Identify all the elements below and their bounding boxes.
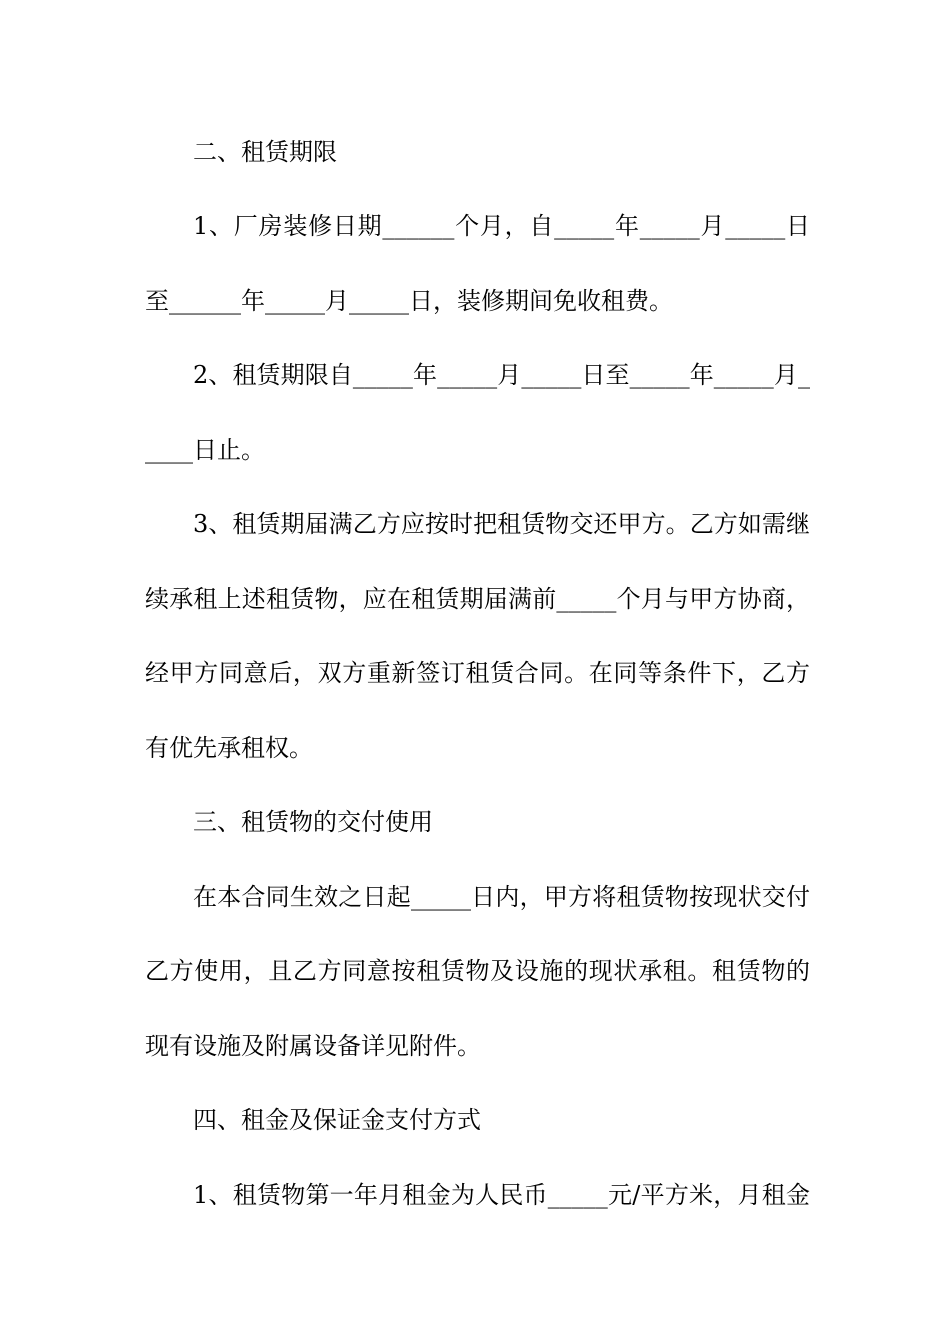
delivery-paragraph-line-3: 现有设施及附属设备详见附件。 (145, 1032, 481, 1060)
clause-1-line-1: 1、厂房装修日期______个月，自_____年_____月_____日 (193, 212, 810, 240)
clause-3-line-4: 有优先承租权。 (145, 734, 313, 762)
delivery-paragraph-line-1: 在本合同生效之日起_____日内，甲方将租赁物按现状交付 (193, 883, 810, 911)
clause-3-line-3: 经甲方同意后，双方重新签订租赁合同。在同等条件下，乙方 (145, 659, 810, 687)
clause-3-line-2: 续承租上述租赁物，应在租赁期届满前_____个月与甲方协商， (145, 585, 810, 613)
clause-2-line-1: 2、租赁期限自_____年_____月_____日至_____年_____月_ (193, 361, 810, 389)
section-heading-lease-term: 二、租赁期限 (193, 138, 337, 166)
clause-1-line-2: 至______年_____月_____日，装修期间免收租费。 (145, 287, 673, 315)
section-heading-rent-deposit: 四、租金及保证金支付方式 (193, 1106, 481, 1134)
rent-clause-1-line-1: 1、租赁物第一年月租金为人民币_____元/平方米，月租金 (193, 1181, 810, 1209)
clause-3-line-1: 3、租赁期届满乙方应按时把租赁物交还甲方。乙方如需继 (193, 510, 810, 538)
section-heading-delivery: 三、租赁物的交付使用 (193, 808, 433, 836)
delivery-paragraph-line-2: 乙方使用，且乙方同意按租赁物及设施的现状承租。租赁物的 (145, 957, 810, 985)
clause-2-line-2: ____日止。 (145, 436, 265, 464)
